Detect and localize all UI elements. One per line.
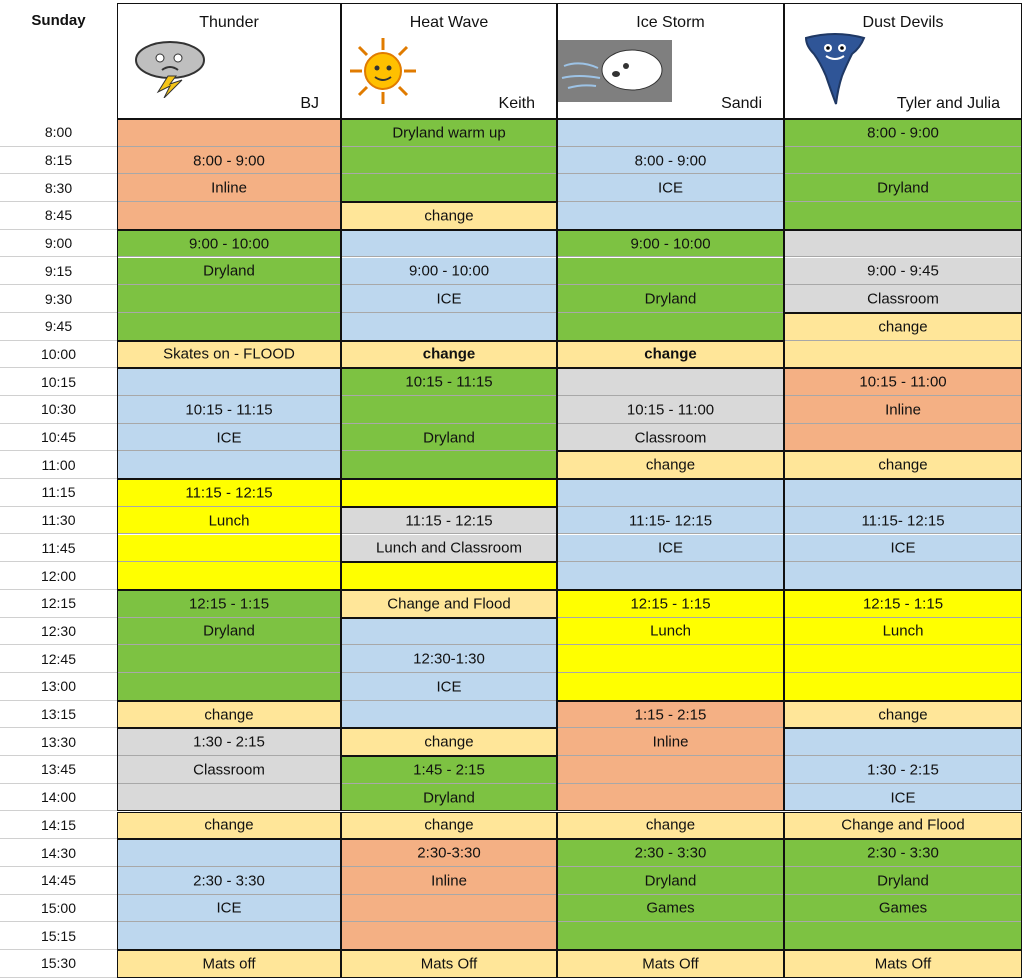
tornado-icon [802,32,868,111]
schedule-cell-classroom [117,784,341,812]
time-label: 9:00 [0,230,117,258]
activity-label: Lunch [882,622,924,640]
time-label: 13:30 [0,728,117,756]
schedule-cell-ice [557,479,784,507]
activity-label: 8:00 - 9:00 [634,152,707,170]
activity-label: Dryland warm up [392,124,506,142]
schedule-cell-dryland [784,922,1022,950]
schedule-cell-inline [117,202,341,230]
activity-label: 2:30 - 3:30 [867,844,939,862]
time-label: 10:45 [0,424,117,452]
coach-name: Keith [498,95,535,112]
time-label: 14:15 [0,812,117,840]
time-label: 13:15 [0,701,117,729]
activity-label: change [204,706,254,724]
time-label: 11:45 [0,535,117,563]
schedule-cell-dryland [341,174,557,202]
time-label: 11:30 [0,507,117,535]
time-label: 9:45 [0,313,117,341]
time-label: 12:30 [0,618,117,646]
activity-label: 11:15- 12:15 [861,512,945,530]
activity-label: change [645,816,696,834]
time-label: 14:45 [0,867,117,895]
activity-label: change [878,318,928,336]
schedule-cell-dryland [117,313,341,341]
time-label: 11:00 [0,451,117,479]
time-label: 11:15 [0,479,117,507]
activity-label: Inline [211,179,247,197]
activity-label: 2:30 - 3:30 [193,872,265,890]
activity-label: 9:00 - 10:00 [188,235,270,253]
activity-label: Mats Off [874,955,932,973]
activity-label: Classroom [634,429,707,447]
activity-label: change [645,456,696,474]
activity-label: Change and Flood [387,595,511,613]
activity-label: change [644,345,697,363]
activity-label: Skates on - FLOOD [163,345,295,363]
time-label: 10:00 [0,341,117,369]
schedule-cell-lunch [117,535,341,563]
activity-label: Inline [431,872,467,890]
activity-label: Dryland [644,290,697,308]
activity-label: 9:00 - 10:00 [630,235,711,253]
time-label: 14:00 [0,784,117,812]
activity-label: Classroom [867,290,939,308]
activity-label: 9:00 - 9:45 [867,262,939,280]
schedule-cell-dryland [341,396,557,424]
activity-label: 1:15 - 2:15 [634,706,707,724]
time-label: 10:15 [0,368,117,396]
team-name: Thunder [199,14,259,31]
activity-label: ICE [216,429,242,447]
schedule-cell-ice [341,230,557,258]
activity-label: change [424,207,474,225]
time-label: 9:30 [0,285,117,313]
schedule-cell-dryland [117,285,341,313]
activity-label: 8:00 - 9:00 [193,152,265,170]
time-label: 15:30 [0,950,117,978]
activity-label: 12:15 - 1:15 [630,595,711,613]
schedule-cell-dryland [117,673,341,701]
schedule-cell-dryland [341,451,557,479]
sun-icon [348,36,418,111]
schedule-cell-inline [784,424,1022,452]
schedule-cell-dryland [557,313,784,341]
activity-label: Dryland [877,179,929,197]
activity-label: ICE [657,179,684,197]
schedule-cell-inline [341,922,557,950]
activity-label: 9:00 - 10:00 [408,262,490,280]
activity-label: 1:45 - 2:15 [413,761,485,779]
activity-label: change [878,456,928,474]
schedule-cell-classroom [784,230,1022,258]
team-name: Heat Wave [409,14,489,31]
schedule-cell-ice [117,368,341,396]
activity-label: Dryland [644,872,697,890]
schedule-cell-dryland [557,922,784,950]
time-label: 14:30 [0,839,117,867]
schedule-cell-ice [341,313,557,341]
activity-label: 10:15 - 11:15 [405,373,493,391]
time-label: 15:00 [0,895,117,923]
activity-label: Lunch [208,512,250,530]
time-label: 13:00 [0,673,117,701]
activity-label: Lunch and Classroom [376,539,522,557]
schedule-cell-dryland [557,258,784,286]
schedule-cell-ice [117,839,341,867]
activity-label: Dryland [203,622,255,640]
coach-name: Tyler and Julia [896,95,1000,112]
schedule-cell-lunch [784,673,1022,701]
schedule-cell-inline [117,119,341,147]
schedule-cell-inline [341,895,557,923]
activity-label: change [424,816,474,834]
time-label: 9:15 [0,258,117,286]
activity-label: change [422,345,476,363]
activity-label: Dryland [423,789,475,807]
time-label: 12:15 [0,590,117,618]
activity-label: Change and Flood [841,816,965,834]
activity-label: Mats Off [642,955,699,973]
activity-label: 11:15- 12:15 [628,512,713,530]
storm-cloud-icon [124,36,216,103]
activity-label: 10:15 - 11:00 [626,401,715,419]
schedule-cell-ice [557,562,784,590]
activity-label: Games [646,899,695,917]
schedule-cell-lunch [117,562,341,590]
activity-label: Classroom [193,761,265,779]
activity-label: 2:30 - 3:30 [634,844,707,862]
wind-cloud-icon [558,40,672,107]
activity-label: change [424,733,474,751]
activity-label: 12:30-1:30 [413,650,485,668]
time-label: 10:30 [0,396,117,424]
time-label: 8:00 [0,119,117,147]
activity-label: Mats off [202,955,256,973]
activity-label: 10:15 - 11:15 [185,401,273,419]
schedule-cell-lunch [784,645,1022,673]
schedule-cell-lunch [557,673,784,701]
activity-label: 11:15 - 12:15 [185,484,273,502]
activity-label: Dryland [203,262,255,280]
activity-label: change [878,706,928,724]
activity-label: Inline [885,401,921,419]
team-name: Dust Devils [862,14,944,31]
time-label: 8:45 [0,202,117,230]
schedule-cell-ice [784,728,1022,756]
schedule-cell-dryland [784,147,1022,175]
schedule-cell-ice [784,562,1022,590]
schedule-cell-ice [784,479,1022,507]
activity-label: 12:15 - 1:15 [862,595,944,613]
activity-label: ICE [216,899,242,917]
schedule-cell-ice [117,451,341,479]
activity-label: ICE [890,789,916,807]
time-label: 13:45 [0,756,117,784]
activity-label: 2:30-3:30 [417,844,481,862]
schedule-cell-ice [557,119,784,147]
schedule-cell-dryland [341,147,557,175]
schedule-cell-lunch [341,562,557,590]
schedule-cell-dryland [117,645,341,673]
time-label: 8:30 [0,174,117,202]
schedule-cell-lunch [341,479,557,507]
schedule-cell-classroom [557,368,784,396]
schedule-cell-change [784,341,1022,369]
activity-label: change [204,816,254,834]
time-label: 15:15 [0,922,117,950]
schedule-cell-ice [341,618,557,646]
team-name: Ice Storm [636,14,705,31]
activity-label: 8:00 - 9:00 [867,124,939,142]
time-label: 8:15 [0,147,117,175]
activity-label: ICE [890,539,916,557]
activity-label: 11:15 - 12:15 [405,512,493,530]
activity-label: Dryland [877,872,929,890]
activity-label: 1:30 - 2:15 [867,761,939,779]
schedule-cell-inline [557,784,784,812]
activity-label: 1:30 - 2:15 [193,733,265,751]
coach-name: Sandi [721,95,762,112]
activity-label: 12:15 - 1:15 [188,595,270,613]
activity-label: Mats Off [420,955,478,973]
day-label: Sunday [31,11,86,29]
schedule-cell-ice [117,922,341,950]
schedule-cell-ice [557,202,784,230]
activity-label: 10:15 - 11:00 [859,373,947,391]
activity-label: Dryland [423,429,475,447]
schedule-cell-dryland [784,202,1022,230]
time-label: 12:45 [0,645,117,673]
activity-label: ICE [436,290,462,308]
time-label: 12:00 [0,562,117,590]
schedule-cell-lunch [557,645,784,673]
activity-label: ICE [657,539,684,557]
activity-label: Games [878,899,928,917]
coach-name: BJ [300,95,319,112]
activity-label: ICE [436,678,462,696]
activity-label: Lunch [650,622,691,640]
activity-label: Inline [652,733,689,751]
schedule-cell-ice [341,701,557,729]
schedule-cell-inline [557,756,784,784]
